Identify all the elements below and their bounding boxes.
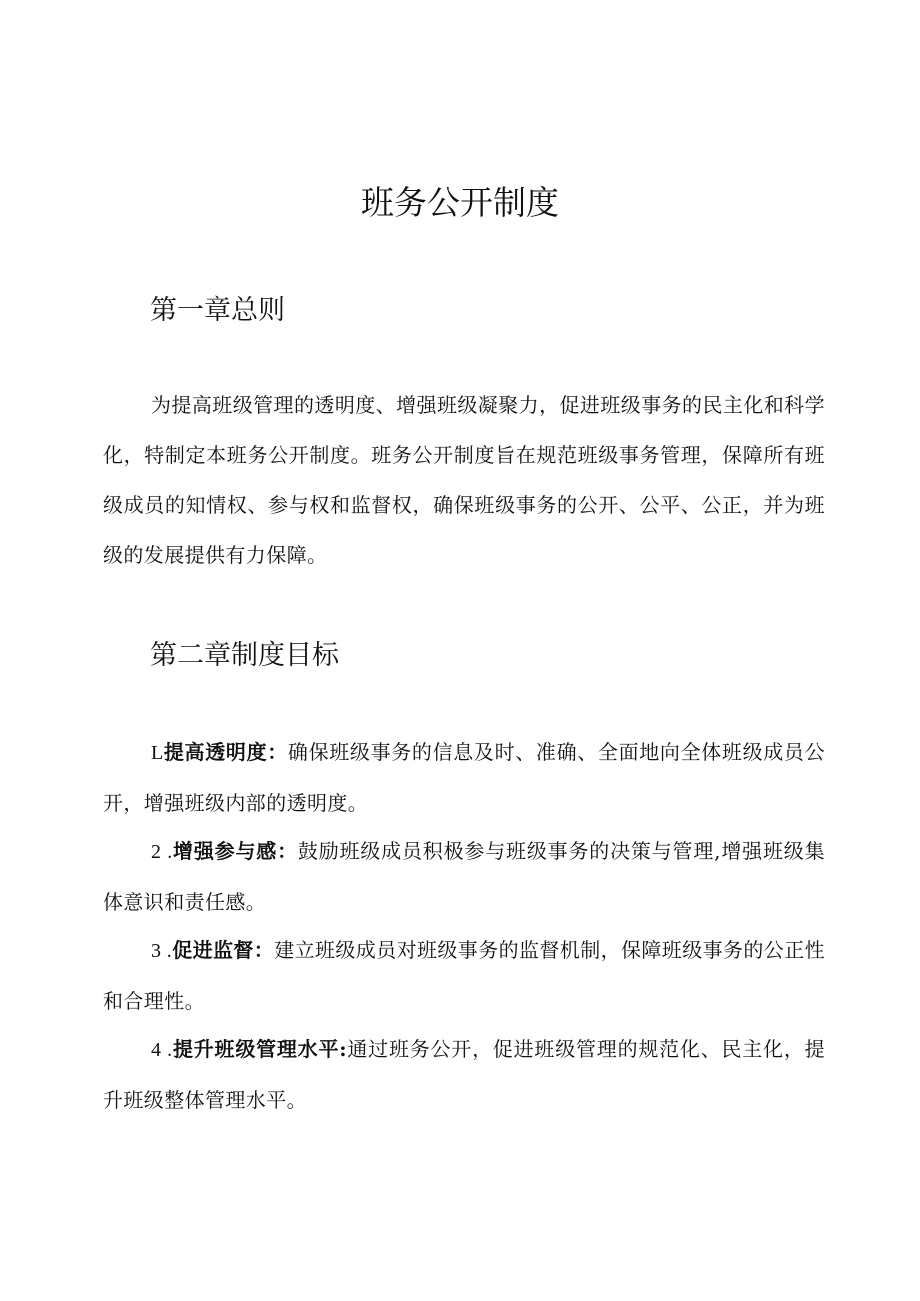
goal-label: 提升班级管理水平: <box>172 1037 348 1061</box>
goal-label: 促进监督： <box>172 938 275 962</box>
goal-item-3 <box>103 925 825 1026</box>
goal-item-1 <box>103 727 825 828</box>
goal-number: 2 . <box>151 841 173 863</box>
goal-label: 增强参与感： <box>172 839 298 863</box>
goal-number: 4 . <box>151 1039 173 1061</box>
goal-text: 确保班级事务的信息及时、准确、全面地向全体班级成员公开，增强班级内部的透明度。 <box>103 740 825 815</box>
goal-item-2 <box>103 826 825 927</box>
goal-text: 鼓励班级成员积极参与班级事务的决策与管理,增强班级集体意识和责任感。 <box>103 839 826 914</box>
chapter-1-paragraph: 为提高班级管理的透明度、增强班级凝聚力，促进班级事务的民主化和科学化，特制定本班务公开制度。班务公开制度旨在规范班级事务管理，保障所有班级成员的知情权、参与权和监督权，确保班级事务的公开、公平、公正，并为班级的发展提供有力保障。 <box>103 393 825 567</box>
chapter-1-heading: 第一章总则 <box>150 295 285 326</box>
goal-text: 建立班级成员对班级事务的监督机制，保障班级事务的公正性和合理性。 <box>103 938 826 1013</box>
goal-number: L <box>151 742 164 764</box>
goal-item-4 <box>103 1024 825 1125</box>
goal-text: 通过班务公开，促进班级管理的规范化、民主化，提升班级整体管理水平。 <box>103 1037 826 1112</box>
chapter-2-heading: 第二章制度目标 <box>150 640 339 671</box>
goal-number: 3 . <box>151 940 173 962</box>
document-title: 班务公开制度 <box>361 183 559 222</box>
goal-label: 提高透明度： <box>163 740 288 764</box>
